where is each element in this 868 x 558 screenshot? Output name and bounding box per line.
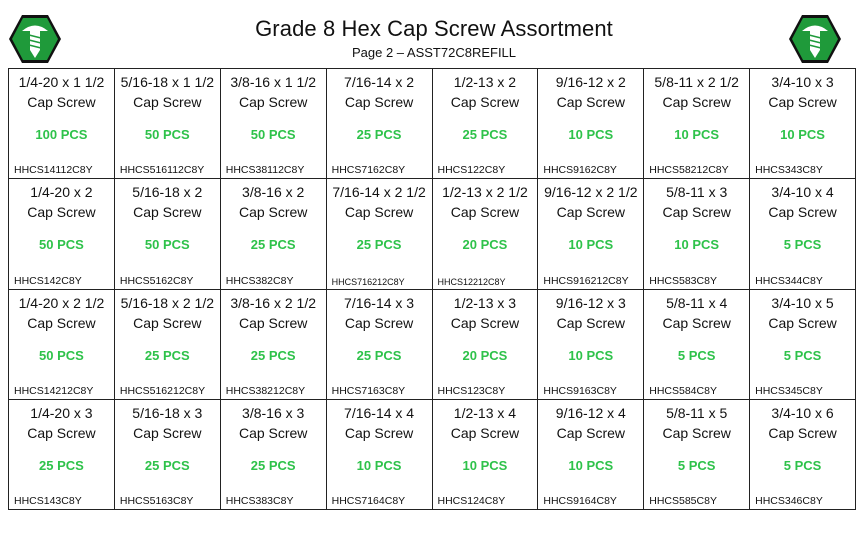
screw-cell [750, 69, 856, 179]
part-number: HHCS7164C8Y [331, 495, 406, 507]
screw-description: Cap Screw [768, 204, 837, 221]
part-number: HHCS7162C8Y [331, 164, 406, 177]
part-number: HHCS916212C8Y [543, 274, 629, 287]
screw-size: 9/16-12 x 2 [555, 74, 626, 90]
screw-description: Cap Screw [238, 424, 308, 441]
screw-description: Cap Screw [27, 94, 96, 110]
part-number: HHCS9163C8Y [543, 384, 617, 397]
part-number: HHCS383C8Y [225, 495, 294, 507]
screw-description: Cap Screw [344, 314, 414, 331]
screw-description: Cap Screw [556, 204, 626, 221]
screw-cell [9, 290, 115, 400]
quantity-label: 10 PCS [568, 127, 614, 142]
part-number: HHCS343C8Y [755, 164, 823, 177]
quantity-label: 10 PCS [356, 457, 402, 473]
screw-description: Cap Screw [662, 94, 731, 110]
part-number: HHCS7163C8Y [331, 384, 406, 397]
screw-description: Cap Screw [556, 424, 626, 441]
quantity-label: 10 PCS [568, 457, 614, 473]
part-number: HHCS9162C8Y [543, 164, 617, 177]
part-number: HHCS143C8Y [14, 495, 82, 507]
screw-cell [115, 69, 221, 179]
screw-cell [644, 400, 750, 510]
part-number: HHCS14112C8Y [14, 164, 93, 177]
screw-cell [538, 290, 644, 400]
screw-size: 3/8-16 x 2 [242, 184, 305, 201]
quantity-label: 10 PCS [568, 347, 614, 363]
screw-cell [433, 400, 539, 510]
page-title: Grade 8 Hex Cap Screw Assortment [255, 16, 613, 41]
screw-size: 3/4-10 x 5 [771, 294, 834, 311]
screw-cell [221, 69, 327, 179]
part-number: HHCS716212C8Y [331, 276, 405, 287]
quantity-label: 25 PCS [356, 127, 402, 142]
screw-description: Cap Screw [133, 204, 202, 221]
screw-size: 9/16-12 x 2 1/2 [544, 184, 638, 201]
screw-size: 1/4-20 x 2 [30, 184, 93, 201]
quantity-label: 10 PCS [674, 127, 720, 142]
quantity-label: 25 PCS [144, 347, 190, 363]
part-number: HHCS14212C8Y [14, 384, 94, 397]
part-number: HHCS585C8Y [649, 495, 717, 507]
screw-description: Cap Screw [662, 204, 731, 221]
part-number: HHCS9164C8Y [543, 495, 617, 507]
screw-cell [221, 179, 327, 289]
screw-size: 5/8-11 x 3 [666, 184, 728, 201]
screw-cell [327, 179, 433, 289]
quantity-label: 25 PCS [39, 457, 84, 473]
screw-cell [433, 290, 539, 400]
screw-description: Cap Screw [27, 314, 96, 331]
quantity-label: 25 PCS [356, 347, 402, 363]
screw-cell [750, 290, 856, 400]
screw-description: Cap Screw [450, 204, 520, 221]
quantity-label: 20 PCS [462, 347, 508, 363]
quantity-label: 25 PCS [250, 347, 296, 363]
quantity-label: 50 PCS [144, 237, 190, 253]
screw-description: Cap Screw [344, 424, 414, 441]
screw-cell [115, 290, 221, 400]
quantity-label: 50 PCS [250, 127, 296, 142]
part-number: HHCS5163C8Y [119, 495, 194, 507]
screw-description: Cap Screw [133, 94, 202, 110]
screw-cell [9, 400, 115, 510]
quantity-label: 10 PCS [780, 127, 825, 142]
screw-description: Cap Screw [556, 314, 626, 331]
screw-size: 5/8-11 x 2 1/2 [654, 74, 739, 90]
screw-size: 5/8-11 x 5 [666, 404, 728, 421]
screw-size: 7/16-14 x 2 1/2 [332, 184, 426, 201]
screw-cell [538, 69, 644, 179]
screw-cell [115, 400, 221, 510]
quantity-label: 25 PCS [250, 237, 296, 253]
part-number: HHCS382C8Y [225, 274, 294, 287]
screw-cell [750, 400, 856, 510]
screw-cell [327, 290, 433, 400]
screw-description: Cap Screw [768, 94, 837, 110]
quantity-label: 20 PCS [462, 237, 508, 253]
screw-size: 3/4-10 x 4 [771, 184, 834, 201]
part-number: HHCS123C8Y [437, 384, 506, 397]
screw-cell [750, 179, 856, 289]
screw-size: 3/8-16 x 1 1/2 [230, 74, 316, 90]
screw-size: 1/2-13 x 2 1/2 [442, 184, 528, 201]
quantity-label: 50 PCS [39, 347, 84, 363]
quantity-label: 25 PCS [462, 127, 508, 142]
screw-cell [9, 69, 115, 179]
quantity-label: 5 PCS [677, 347, 716, 363]
part-number: HHCS122C8Y [437, 164, 506, 177]
screw-cell [644, 179, 750, 289]
quantity-label: 25 PCS [250, 457, 296, 473]
screw-description: Cap Screw [768, 424, 837, 441]
quantity-label: 5 PCS [677, 457, 716, 473]
quantity-label: 10 PCS [462, 457, 508, 473]
part-number: HHCS584C8Y [649, 384, 717, 397]
screw-size: 7/16-14 x 2 [344, 74, 415, 90]
part-number: HHCS516212C8Y [119, 384, 206, 397]
screw-size: 7/16-14 x 4 [344, 404, 415, 421]
screw-size: 1/2-13 x 2 [453, 74, 517, 90]
screw-size: 5/8-11 x 4 [666, 294, 728, 311]
screw-description: Cap Screw [344, 204, 414, 221]
part-number: HHCS516112C8Y [119, 164, 205, 177]
part-number: HHCS5162C8Y [119, 274, 194, 287]
quantity-label: 25 PCS [356, 237, 402, 253]
screw-size: 3/4-10 x 3 [771, 74, 834, 90]
part-number: HHCS38212C8Y [225, 384, 306, 397]
screw-size: 9/16-12 x 4 [555, 404, 626, 421]
screw-size: 5/16-18 x 2 [132, 184, 203, 201]
assortment-grid [8, 68, 856, 510]
screw-description: Cap Screw [133, 314, 202, 331]
screw-description: Cap Screw [238, 94, 308, 110]
quantity-label: 100 PCS [35, 127, 88, 142]
screw-cell [115, 179, 221, 289]
screw-description: Cap Screw [27, 204, 96, 221]
quantity-label: 10 PCS [568, 237, 614, 253]
quantity-label: 10 PCS [674, 237, 720, 253]
screw-description: Cap Screw [662, 424, 731, 441]
screw-description: Cap Screw [450, 424, 520, 441]
screw-description: Cap Screw [768, 314, 837, 331]
part-number: HHCS124C8Y [437, 495, 506, 507]
screw-description: Cap Screw [27, 424, 96, 441]
screw-cell [433, 69, 539, 179]
quantity-label: 50 PCS [39, 237, 84, 253]
part-number: HHCS142C8Y [14, 274, 82, 287]
quantity-label: 5 PCS [783, 347, 822, 363]
screw-size: 5/16-18 x 2 1/2 [120, 294, 215, 311]
quantity-label: 25 PCS [144, 457, 190, 473]
page-subtitle: Page 2 – ASST72C8REFILL [351, 45, 517, 60]
screw-size: 7/16-14 x 3 [344, 294, 415, 311]
screw-size: 5/16-18 x 1 1/2 [120, 74, 215, 90]
screw-cell [9, 179, 115, 289]
screw-cell [538, 179, 644, 289]
part-number: HHCS583C8Y [649, 274, 717, 287]
screw-size: 3/8-16 x 3 [242, 404, 305, 421]
quantity-label: 5 PCS [783, 457, 822, 473]
screw-size: 9/16-12 x 3 [555, 294, 626, 311]
screw-size: 5/16-18 x 3 [132, 404, 203, 421]
screw-cell [644, 290, 750, 400]
screw-description: Cap Screw [238, 314, 308, 331]
screw-description: Cap Screw [133, 424, 202, 441]
screw-size: 3/4-10 x 6 [771, 404, 834, 421]
part-number: HHCS12212C8Y [437, 276, 506, 287]
screw-description: Cap Screw [556, 94, 626, 110]
quantity-label: 5 PCS [783, 237, 822, 253]
screw-size: 1/4-20 x 3 [30, 404, 93, 421]
screw-description: Cap Screw [450, 94, 520, 110]
screw-cell [327, 400, 433, 510]
screw-cell [327, 69, 433, 179]
screw-cell [221, 400, 327, 510]
screw-size: 1/4-20 x 2 1/2 [18, 294, 105, 311]
screw-cell [221, 290, 327, 400]
screw-description: Cap Screw [450, 314, 520, 331]
part-number: HHCS345C8Y [755, 384, 823, 397]
part-number: HHCS344C8Y [755, 274, 823, 287]
screw-description: Cap Screw [662, 314, 731, 331]
screw-cell [433, 179, 539, 289]
screw-size: 3/8-16 x 2 1/2 [230, 294, 316, 311]
quantity-label: 50 PCS [144, 127, 190, 142]
screw-cell [538, 400, 644, 510]
screw-description: Cap Screw [238, 204, 308, 221]
screw-size: 1/2-13 x 4 [453, 404, 517, 421]
screw-size: 1/2-13 x 3 [453, 294, 517, 311]
screw-description: Cap Screw [344, 94, 414, 110]
part-number: HHCS38112C8Y [225, 164, 305, 177]
screw-size: 1/4-20 x 1 1/2 [18, 74, 105, 90]
screw-cell [644, 69, 750, 179]
part-number: HHCS346C8Y [755, 495, 823, 507]
part-number: HHCS58212C8Y [649, 164, 729, 177]
